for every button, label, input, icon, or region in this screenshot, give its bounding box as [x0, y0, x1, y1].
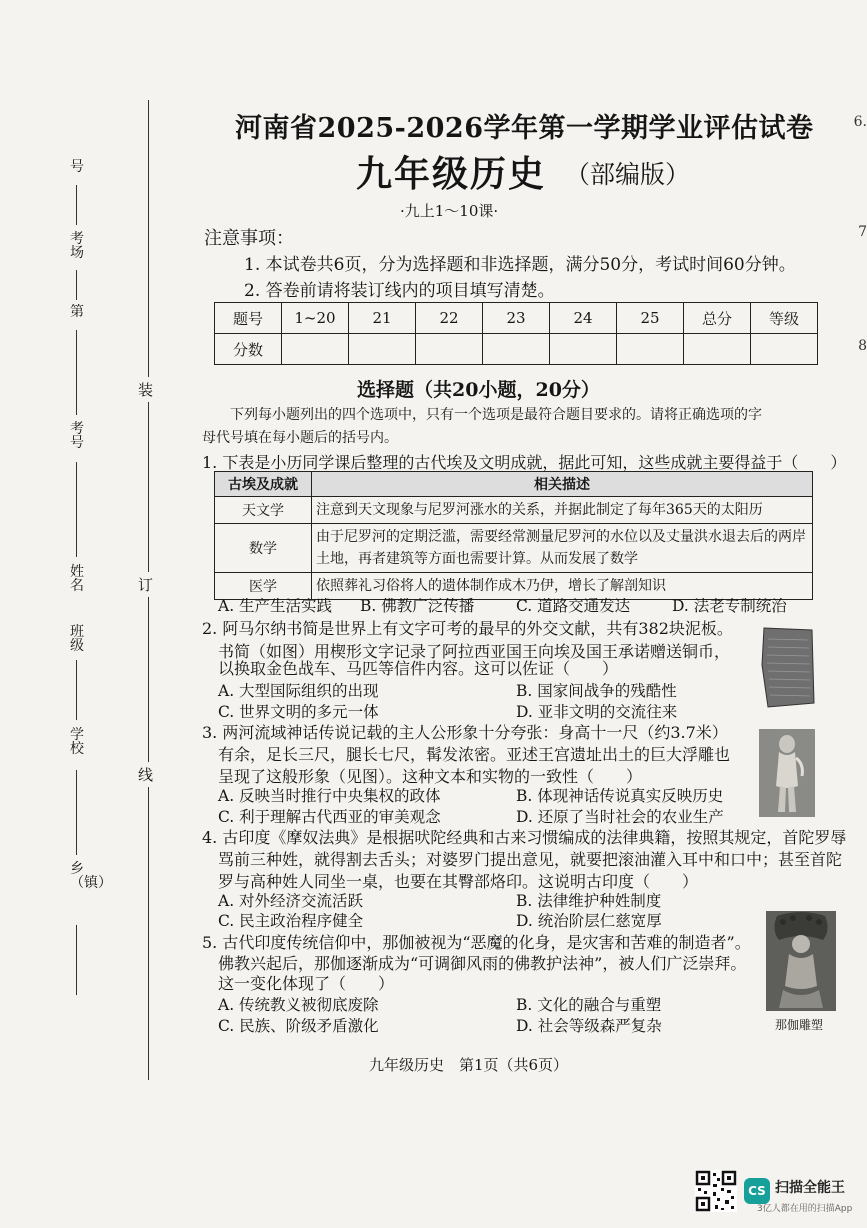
- clay-tablet-image: [760, 625, 816, 709]
- q1-table: [214, 471, 813, 600]
- q4-option-a[interactable]: A. 对外经济交流活跃: [218, 892, 364, 910]
- binding-char: 线: [138, 762, 153, 787]
- score-input-cell[interactable]: [751, 334, 818, 365]
- edge-mark: 6.: [853, 114, 867, 130]
- q4-option-d[interactable]: D. 统治阶层仁慈宽厚: [516, 912, 662, 930]
- margin-label-seat: 第: [70, 304, 84, 320]
- fill-line: [76, 330, 77, 415]
- question-3-stem: 3. 两河流域神话传说记载的主人公形象十分夸张：身高十一尺（约3.7米）: [202, 723, 728, 742]
- q5-option-b[interactable]: B. 文化的融合与重塑: [516, 996, 662, 1014]
- binding-char: 装: [138, 377, 153, 402]
- score-table-cell: 23: [483, 303, 550, 334]
- q1-option-c[interactable]: C. 道路交通发达: [516, 597, 631, 615]
- question-2-stem: 书简（如图）用楔形文字记录了阿拉西亚国王向埃及国王承诺赠送铜币，: [218, 642, 731, 661]
- question-2-stem: 2. 阿马尔纳书简是世界上有文字可考的最早的外交文献，共有382块泥板。: [202, 619, 733, 638]
- score-table-cell: 21: [349, 303, 416, 334]
- question-1-stem: 1. 下表是小历同学课后整理的古代埃及文明成就，据此可知，这些成就主要得益于（ ）: [202, 453, 847, 472]
- page-footer: 九年级历史 第1页（共6页）: [368, 1056, 569, 1074]
- margin-label-student-no: 考号: [70, 421, 84, 451]
- score-table-cell: 22: [416, 303, 483, 334]
- q1-table-header: 相关描述: [312, 472, 813, 497]
- margin-label-name: 姓名: [70, 564, 84, 594]
- scanner-tagline: 3亿人都在用的扫描App: [757, 1204, 853, 1214]
- q1-option-a[interactable]: A. 生产生活实践: [218, 597, 333, 615]
- exam-title: 河南省2025-2026学年第一学期学业评估试卷: [235, 113, 814, 144]
- image-caption: 那伽雕塑: [775, 1018, 824, 1032]
- margin-label-room: 考场: [70, 231, 84, 261]
- score-input-cell[interactable]: [282, 334, 349, 365]
- score-input-cell[interactable]: [349, 334, 416, 365]
- q5-option-c[interactable]: C. 民族、阶级矛盾激化: [218, 1017, 379, 1035]
- q3-option-b[interactable]: B. 体现神话传说真实反映历史: [516, 787, 724, 805]
- notice-heading: 注意事项：: [204, 228, 294, 249]
- question-2-stem: 以换取金色战车、马匹等信件内容。这可以佐证（ ）: [218, 659, 619, 678]
- assyrian-relief-image: [758, 728, 816, 818]
- fill-line: [76, 925, 77, 995]
- score-input-cell[interactable]: [550, 334, 617, 365]
- q2-option-d[interactable]: D. 亚非文明的交流往来: [516, 703, 678, 721]
- margin-label-exam-no: 号: [70, 159, 84, 175]
- q1-row-desc: 注意到天文现象与尼罗河涨水的关系，并据此制定了每年365天的太阳历: [312, 497, 813, 524]
- fill-line: [76, 185, 77, 225]
- q2-option-b[interactable]: B. 国家间战争的残酷性: [516, 682, 677, 700]
- fill-line: [76, 770, 77, 855]
- q1-option-b[interactable]: B. 佛教广泛传播: [360, 597, 475, 615]
- question-5-stem: 5. 古代印度传统信仰中，那伽被视为“恶魔的化身，是灾害和苦难的制造者”。: [202, 933, 751, 952]
- q1-option-d[interactable]: D. 法老专制统治: [672, 597, 787, 615]
- q3-option-a[interactable]: A. 反映当时推行中央集权的政体: [218, 787, 441, 805]
- q2-option-a[interactable]: A. 大型国际组织的出现: [218, 682, 379, 700]
- margin-label-class: 班级: [70, 624, 84, 654]
- q1-row-desc: 由于尼罗河的定期泛滥，需要经常测量尼罗河的水位以及丈量洪水退去后的两岸土地，再者建筑等方面也需要计算。从而发展了数学: [312, 524, 813, 573]
- fill-line: [76, 462, 77, 557]
- q1-row-desc: 依照葬礼习俗将人的遗体制作成木乃伊，增长了解剖知识: [312, 573, 813, 600]
- edge-mark: 8: [858, 338, 867, 354]
- score-input-cell[interactable]: [617, 334, 684, 365]
- margin-label-school: 学校: [70, 727, 84, 757]
- question-3-stem: 呈现了这般形象（见图）。这种文本和实物的一致性（ ）: [218, 767, 643, 786]
- q3-option-d[interactable]: D. 还原了当时社会的农业生产: [516, 808, 724, 826]
- scope-label: ·九上1～10课·: [400, 202, 499, 220]
- q1-row-label: 数学: [215, 524, 312, 573]
- subject-title: 九年级历史: [356, 153, 547, 195]
- score-table-cell: 1~20: [282, 303, 349, 334]
- qr-code-image: [695, 1170, 737, 1212]
- section-title: 选择题（共20小题，20分）: [357, 379, 600, 401]
- notice-line: 2. 答卷前请将装订线内的项目填写清楚。: [244, 281, 555, 301]
- notice-line: 1. 本试卷共6页，分为选择题和非选择题，满分50分，考试时间60分钟。: [244, 255, 796, 275]
- edition-label: （部编版）: [565, 160, 691, 189]
- q3-option-c[interactable]: C. 利于理解古代西亚的审美观念: [218, 808, 441, 826]
- q1-row-label: 医学: [215, 573, 312, 600]
- q4-option-b[interactable]: B. 法律维护种姓制度: [516, 892, 662, 910]
- question-5-stem: 这一变化体现了（ ）: [218, 974, 395, 993]
- score-input-cell[interactable]: [684, 334, 751, 365]
- score-table-cell: 24: [550, 303, 617, 334]
- question-4-stem: 骂前三种姓，就得割去舌头；对婆罗门提出意见，就要把滚油灌入耳中和口中；甚至首陀: [218, 850, 843, 869]
- q1-table-header: 古埃及成就: [215, 472, 312, 497]
- question-4-stem: 4. 古印度《摩奴法典》是根据吠陀经典和古来习惯编成的法律典籍，按照其规定，首陀罗辱: [202, 828, 847, 847]
- q2-option-c[interactable]: C. 世界文明的多元一体: [218, 703, 379, 721]
- fill-line: [76, 270, 77, 300]
- edge-mark: 7: [858, 224, 867, 240]
- question-4-stem: 罗与高种姓人同坐一桌，也要在其臀部烙印。这说明古印度（ ）: [218, 872, 699, 891]
- score-table-cell: 等级: [751, 303, 818, 334]
- score-table: [214, 302, 818, 365]
- section-instructions: 下列每小题列出的四个选项中，只有一个选项是最符合题目要求的。请将正确选项的字: [230, 407, 762, 423]
- score-input-cell[interactable]: [483, 334, 550, 365]
- binding-char: 订: [138, 572, 153, 597]
- section-instructions: 母代号填在每小题后的括号内。: [202, 430, 398, 446]
- score-input-cell[interactable]: [416, 334, 483, 365]
- camscanner-logo: CS: [744, 1178, 770, 1204]
- q1-row-label: 天文学: [215, 497, 312, 524]
- question-5-stem: 佛教兴起后，那伽逐渐成为“可调御风雨的佛教护法神”，被人们广泛崇拜。: [218, 954, 747, 973]
- score-table-cell: 分数: [215, 334, 282, 365]
- q5-option-a[interactable]: A. 传统教义被彻底废除: [218, 996, 379, 1014]
- margin-label-town: 乡（镇）: [70, 861, 112, 891]
- score-table-cell: 总分: [684, 303, 751, 334]
- score-table-cell: 题号: [215, 303, 282, 334]
- score-table-cell: 25: [617, 303, 684, 334]
- question-3-stem: 有余，足长三尺，腿长七尺，髯发浓密。亚述王宫遗址出土的巨大浮雕也: [218, 745, 731, 764]
- fill-line: [76, 660, 77, 720]
- naga-sculpture-image: [765, 910, 837, 1012]
- scanner-app-name: 扫描全能王: [775, 1180, 845, 1196]
- q4-option-c[interactable]: C. 民主政治程序健全: [218, 912, 364, 930]
- q5-option-d[interactable]: D. 社会等级森严复杂: [516, 1017, 662, 1035]
